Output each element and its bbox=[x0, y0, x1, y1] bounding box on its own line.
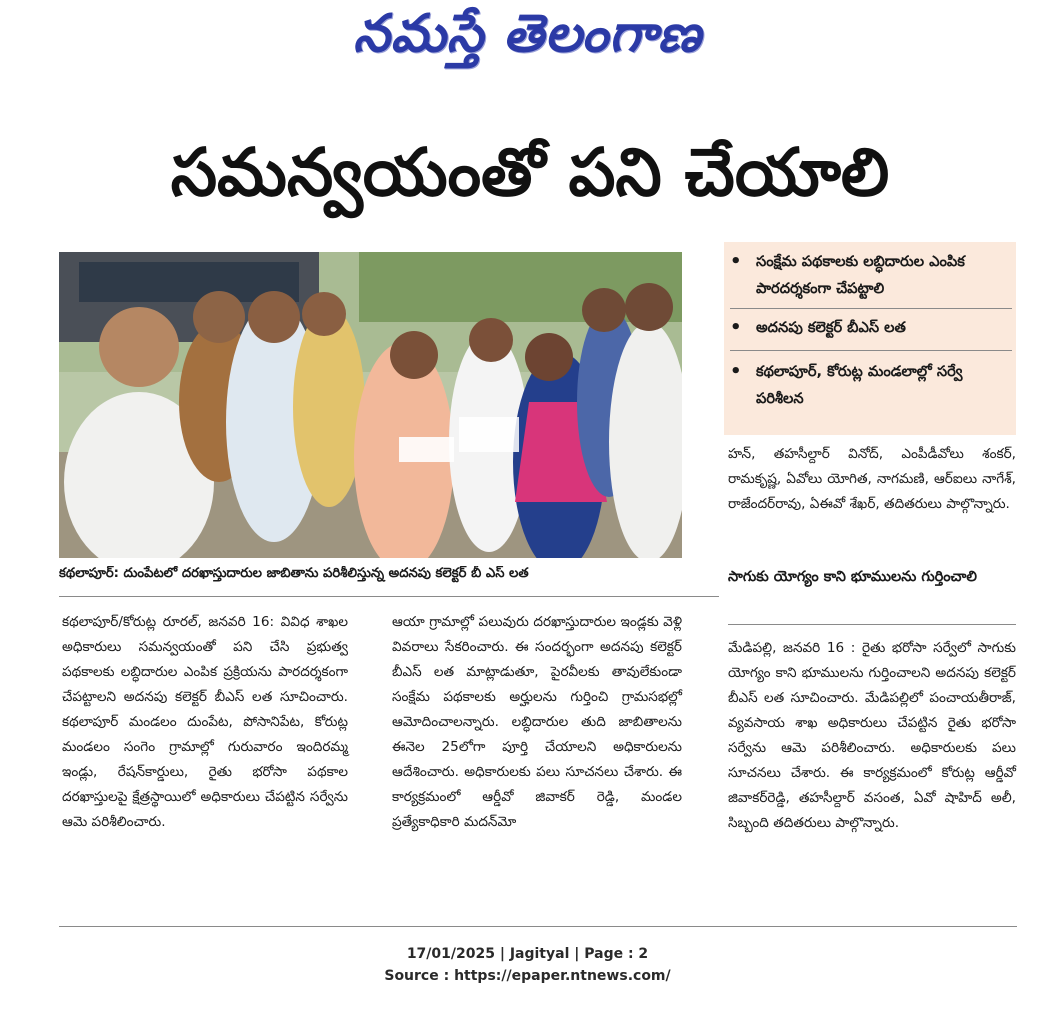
divider bbox=[730, 308, 1012, 309]
photo-caption: కథలాపూర్: దుంపేటలో దరఖాస్తుదారుల జాబితాను పరిశీలిస్తున్న అదనపు కలెక్టర్ బీ ఎస్ లత bbox=[59, 566, 529, 581]
column-1-text: కథలాపూర్/కోరుట్ల రూరల్, జనవరి 16: వివిధ శాఖల అధికారులు సమన్వయంతో పని చేసి ప్రభుత్వ పథకాలకు లబ్ధిదారుల ఎంపిక ప్రక్రియను పారదర్శకంగా చేపట్టాలని అదనపు కలెక్టర్ బీఎస్ లత సూచించారు. కథలాపూర్ మండలం దుంపేట, పోసానిపేట, కోరుట్ల మండలం సంగెం గ్రామాల్లో గురువారం ఇందిరమ్మ ఇండ్లు, రేషన్‌కార్డులు, రైతు భరోసా పథకాల దరఖాస్తులపై క్షేత్రస్థాయిలో అధికారులు చేపట్టిన సర్వేను ఆమె పరిశీలించారు. bbox=[62, 614, 348, 830]
newspaper-masthead bbox=[0, 0, 1055, 82]
article-column-3-top bbox=[728, 442, 1016, 517]
footer-date-edition: 17/01/2025 | Jagityal | Page : 2 bbox=[406, 946, 649, 962]
column-2-text: ఆయా గ్రామాల్లో పలువురు దరఖాస్తుదారుల ఇండ్లకు వెళ్లి వివరాలు సేకరించారు. ఈ సందర్భంగా అదనపు కలెక్టర్ బీఎస్ లత మాట్లాడుతూ, పైరవీలకు తావులేకుండా సంక్షేమ పథకాలకు అర్హులను గుర్తించి గ్రామసభల్లో ఆమోదించాలన్నారు. లబ్ధిదారుల తుది జాబితాలను ఈనెల 25లోగా పూర్తి చేయాలని అధికారులను ఆదేశించారు. అధికారులకు పలు సూచనలు చేశారు. ఈ కార్యక్రమంలో ఆర్డీవో జివాకర్ రెడ్డి, మండల ప్రత్యేకాధికారి మదన్‌మో bbox=[392, 614, 682, 830]
article-column-2 bbox=[392, 610, 682, 835]
highlight-item: • సంక్షేమ పథకాలకు లబ్ధిదారుల ఎంపిక పారదర్శకంగా చేపట్టాలి bbox=[730, 248, 1006, 302]
divider bbox=[59, 596, 719, 597]
masthead-title: నమస్తే తెలంగాణ bbox=[353, 4, 702, 64]
bullet-icon: • bbox=[730, 317, 742, 338]
footer-source: Source : https://epaper.ntnews.com/ bbox=[384, 968, 671, 984]
column-3-bottom-text: మేడిపల్లి, జనవరి 16 : రైతు భరోసా సర్వేలో సాగుకు యోగ్యం కాని భూములను గుర్తించాలని అదనపు కలెక్టర్ బీఎస్ లత సూచించారు. మేడిపల్లిలో పంచాయతీరాజ్, వ్యవసాయ శాఖ అధికారులు చేపట్టిన రైతు భరోసా సర్వేను ఆమె పరిశీలించారు. అధికారులకు పలు సూచనలు చేశారు. ఈ కార్యక్రమంలో కోరుట్ల ఆర్డీవో జివాకర్‌రెడ్డి, తహసీల్దార్ వసంత, ఏవో షాహిద్ అలీ, సిబ్బంది తదితరులు పాల్గొన్నారు. bbox=[728, 640, 1016, 831]
highlights-box bbox=[724, 242, 1016, 435]
divider bbox=[728, 624, 1016, 625]
sub-headline: సాగుకు యోగ్యం కాని భూములను గుర్తించాలి bbox=[728, 569, 977, 585]
article-headline: సమన్వయంతో పని చేయాలి bbox=[170, 134, 890, 211]
highlight-item: • కథలాపూర్, కోరుట్ల మండలాల్లో సర్వే పరిశీలన bbox=[730, 358, 1006, 412]
article-column-1 bbox=[62, 610, 348, 835]
divider bbox=[730, 350, 1012, 351]
bullet-icon: • bbox=[730, 251, 742, 272]
article-column-3-bottom bbox=[728, 636, 1016, 836]
highlight-item: • అదనపు కలెక్టర్ బీఎస్ లత bbox=[730, 314, 1006, 341]
column-3-top-text: హన్, తహసీల్దార్ వినోద్, ఎంపీడీవోలు శంకర్, రామకృష్ణ, ఏవోలు యోగిత, నాగమణి, ఆర్‌ఐలు నాగేశ్, రాజేందర్‌రావు, ఏఈవో శేఖర్, తదితరులు పాల్గొన్నారు. bbox=[728, 446, 1016, 512]
news-photo bbox=[59, 252, 682, 558]
bullet-icon: • bbox=[730, 361, 742, 382]
bottom-divider bbox=[59, 926, 1017, 927]
